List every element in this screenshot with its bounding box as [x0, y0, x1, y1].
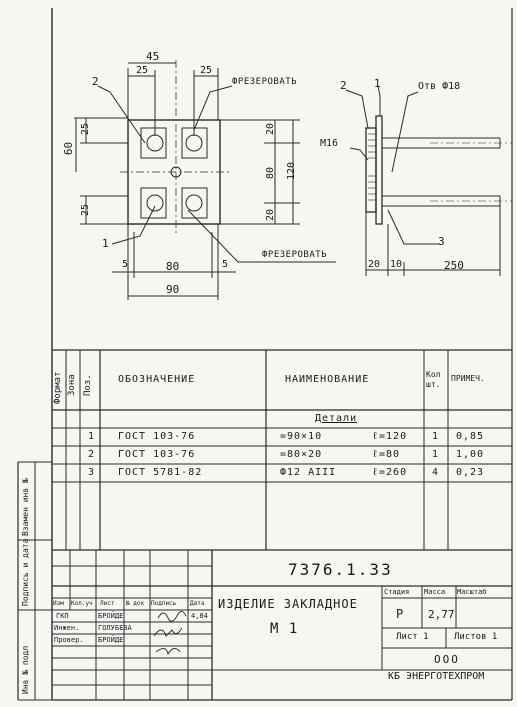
dim-top-right: 25	[200, 65, 213, 76]
company-code: ООО	[434, 653, 460, 666]
row3-qty: 4	[432, 467, 440, 478]
label-pos1-front: 1	[102, 237, 109, 250]
dim-left-60: 60	[62, 141, 76, 156]
section-title: Детали	[315, 413, 358, 424]
dim-side-20: 20	[368, 259, 381, 270]
tb-col-sheet: Лист	[100, 600, 115, 607]
label-pos2-front: 2	[92, 75, 99, 88]
staff3-name: БРОЙДЕ	[98, 636, 124, 644]
signature-marks	[154, 611, 186, 654]
staff1-name: БРОЙДЕ	[98, 612, 124, 620]
tb-col-sign: Подпись	[151, 600, 177, 607]
dim-side-250: 250	[444, 259, 464, 272]
dim-left-25-bottom: 25	[80, 203, 92, 217]
row3-name: Ф12 АIII	[280, 467, 337, 478]
label-mill-top: ФРЕЗЕРОВАТЬ	[232, 77, 298, 87]
label-pos1-side: 1	[374, 77, 381, 90]
staff3-role: Провер.	[54, 636, 84, 644]
col-format: Формат	[53, 371, 63, 404]
tb-col-count: Кол.уч	[71, 600, 93, 607]
dim-bottom-80: 80	[166, 260, 180, 273]
label-hole: Отв Ф18	[418, 81, 461, 92]
row3-note: 0,23	[456, 467, 485, 478]
stage-value: Р	[396, 607, 404, 621]
stamp-inv-orig: Инв № подл	[21, 645, 30, 694]
stamp-sign-date: Подпись и дата	[21, 538, 30, 606]
row1-name: =90×10	[280, 431, 323, 442]
label-mill-bottom: ФРЕЗЕРОВАТЬ	[262, 250, 328, 260]
row1-note: 0,85	[456, 431, 485, 442]
sheets-total: Листов 1	[454, 632, 498, 642]
row2-qty: 1	[432, 449, 440, 460]
col-note: ПРИМЕЧ.	[451, 374, 485, 383]
row2-pos: 2	[88, 449, 96, 460]
row2-length: ℓ=80	[372, 449, 401, 460]
dim-right-120: 120	[286, 161, 298, 181]
doc-number: 7376.1.33	[288, 560, 393, 579]
item-code: М 1	[270, 621, 299, 637]
row1-pos: 1	[88, 431, 96, 442]
dim-bottom-90: 90	[166, 283, 180, 296]
stamp-replace-inv: Взамен инв №	[21, 478, 30, 536]
col-qty: Кол шт.	[426, 370, 441, 389]
label-pos3-side: 3	[438, 235, 445, 248]
dim-bottom-5-left: 5	[122, 259, 129, 270]
staff1-role: ГКП	[56, 612, 69, 620]
row2-note: 1,00	[456, 449, 485, 460]
row3-designation: ГОСТ 5781-82	[118, 467, 203, 478]
stage-label: Стадия	[384, 588, 410, 596]
sheet-number: Лист 1	[396, 632, 429, 642]
dim-left-25-top: 25	[80, 122, 92, 136]
col-pos: Поз.	[83, 374, 93, 396]
mass-label: Масса	[424, 588, 446, 596]
row3-length: ℓ=260	[372, 467, 408, 478]
col-designation: ОБОЗНАЧЕНИЕ	[118, 374, 196, 385]
tb-col-doc: № док	[126, 600, 145, 607]
scale-label: Масштаб	[457, 588, 487, 596]
row2-designation: ГОСТ 103-76	[118, 449, 196, 460]
item-name: ИЗДЕЛИЕ ЗАКЛАДНОЕ	[218, 597, 358, 611]
mass-value: 2,77	[428, 608, 455, 621]
staff2-name: ГОЛУБЕВА	[98, 624, 132, 632]
dim-right-20-top: 20	[265, 122, 277, 136]
dim-side-10: 10	[390, 259, 403, 270]
col-zone: Зона	[67, 374, 77, 396]
col-name: НАИМЕНОВАНИЕ	[285, 374, 370, 385]
dim-right-20-bottom: 20	[265, 208, 277, 222]
date-value: 4,84	[191, 612, 208, 620]
staff2-role: Инжен.	[54, 624, 80, 632]
row1-qty: 1	[432, 431, 440, 442]
row2-name: =80×20	[280, 449, 323, 460]
row1-length: ℓ=120	[372, 431, 408, 442]
tb-col-change: Изм	[53, 600, 64, 607]
dim-top-left: 25	[136, 65, 149, 76]
tb-col-date: Дата	[190, 600, 205, 607]
row3-pos: 3	[88, 467, 96, 478]
row1-designation: ГОСТ 103-76	[118, 431, 196, 442]
company-name: КБ ЭНЕРГОТЕХПРОМ	[388, 671, 485, 682]
label-pos2-side: 2	[340, 79, 347, 92]
dim-right-80: 80	[265, 166, 277, 180]
dim-top-width: 45	[146, 50, 160, 63]
label-thread: М16	[320, 138, 339, 149]
dim-bottom-5-right: 5	[222, 259, 229, 270]
